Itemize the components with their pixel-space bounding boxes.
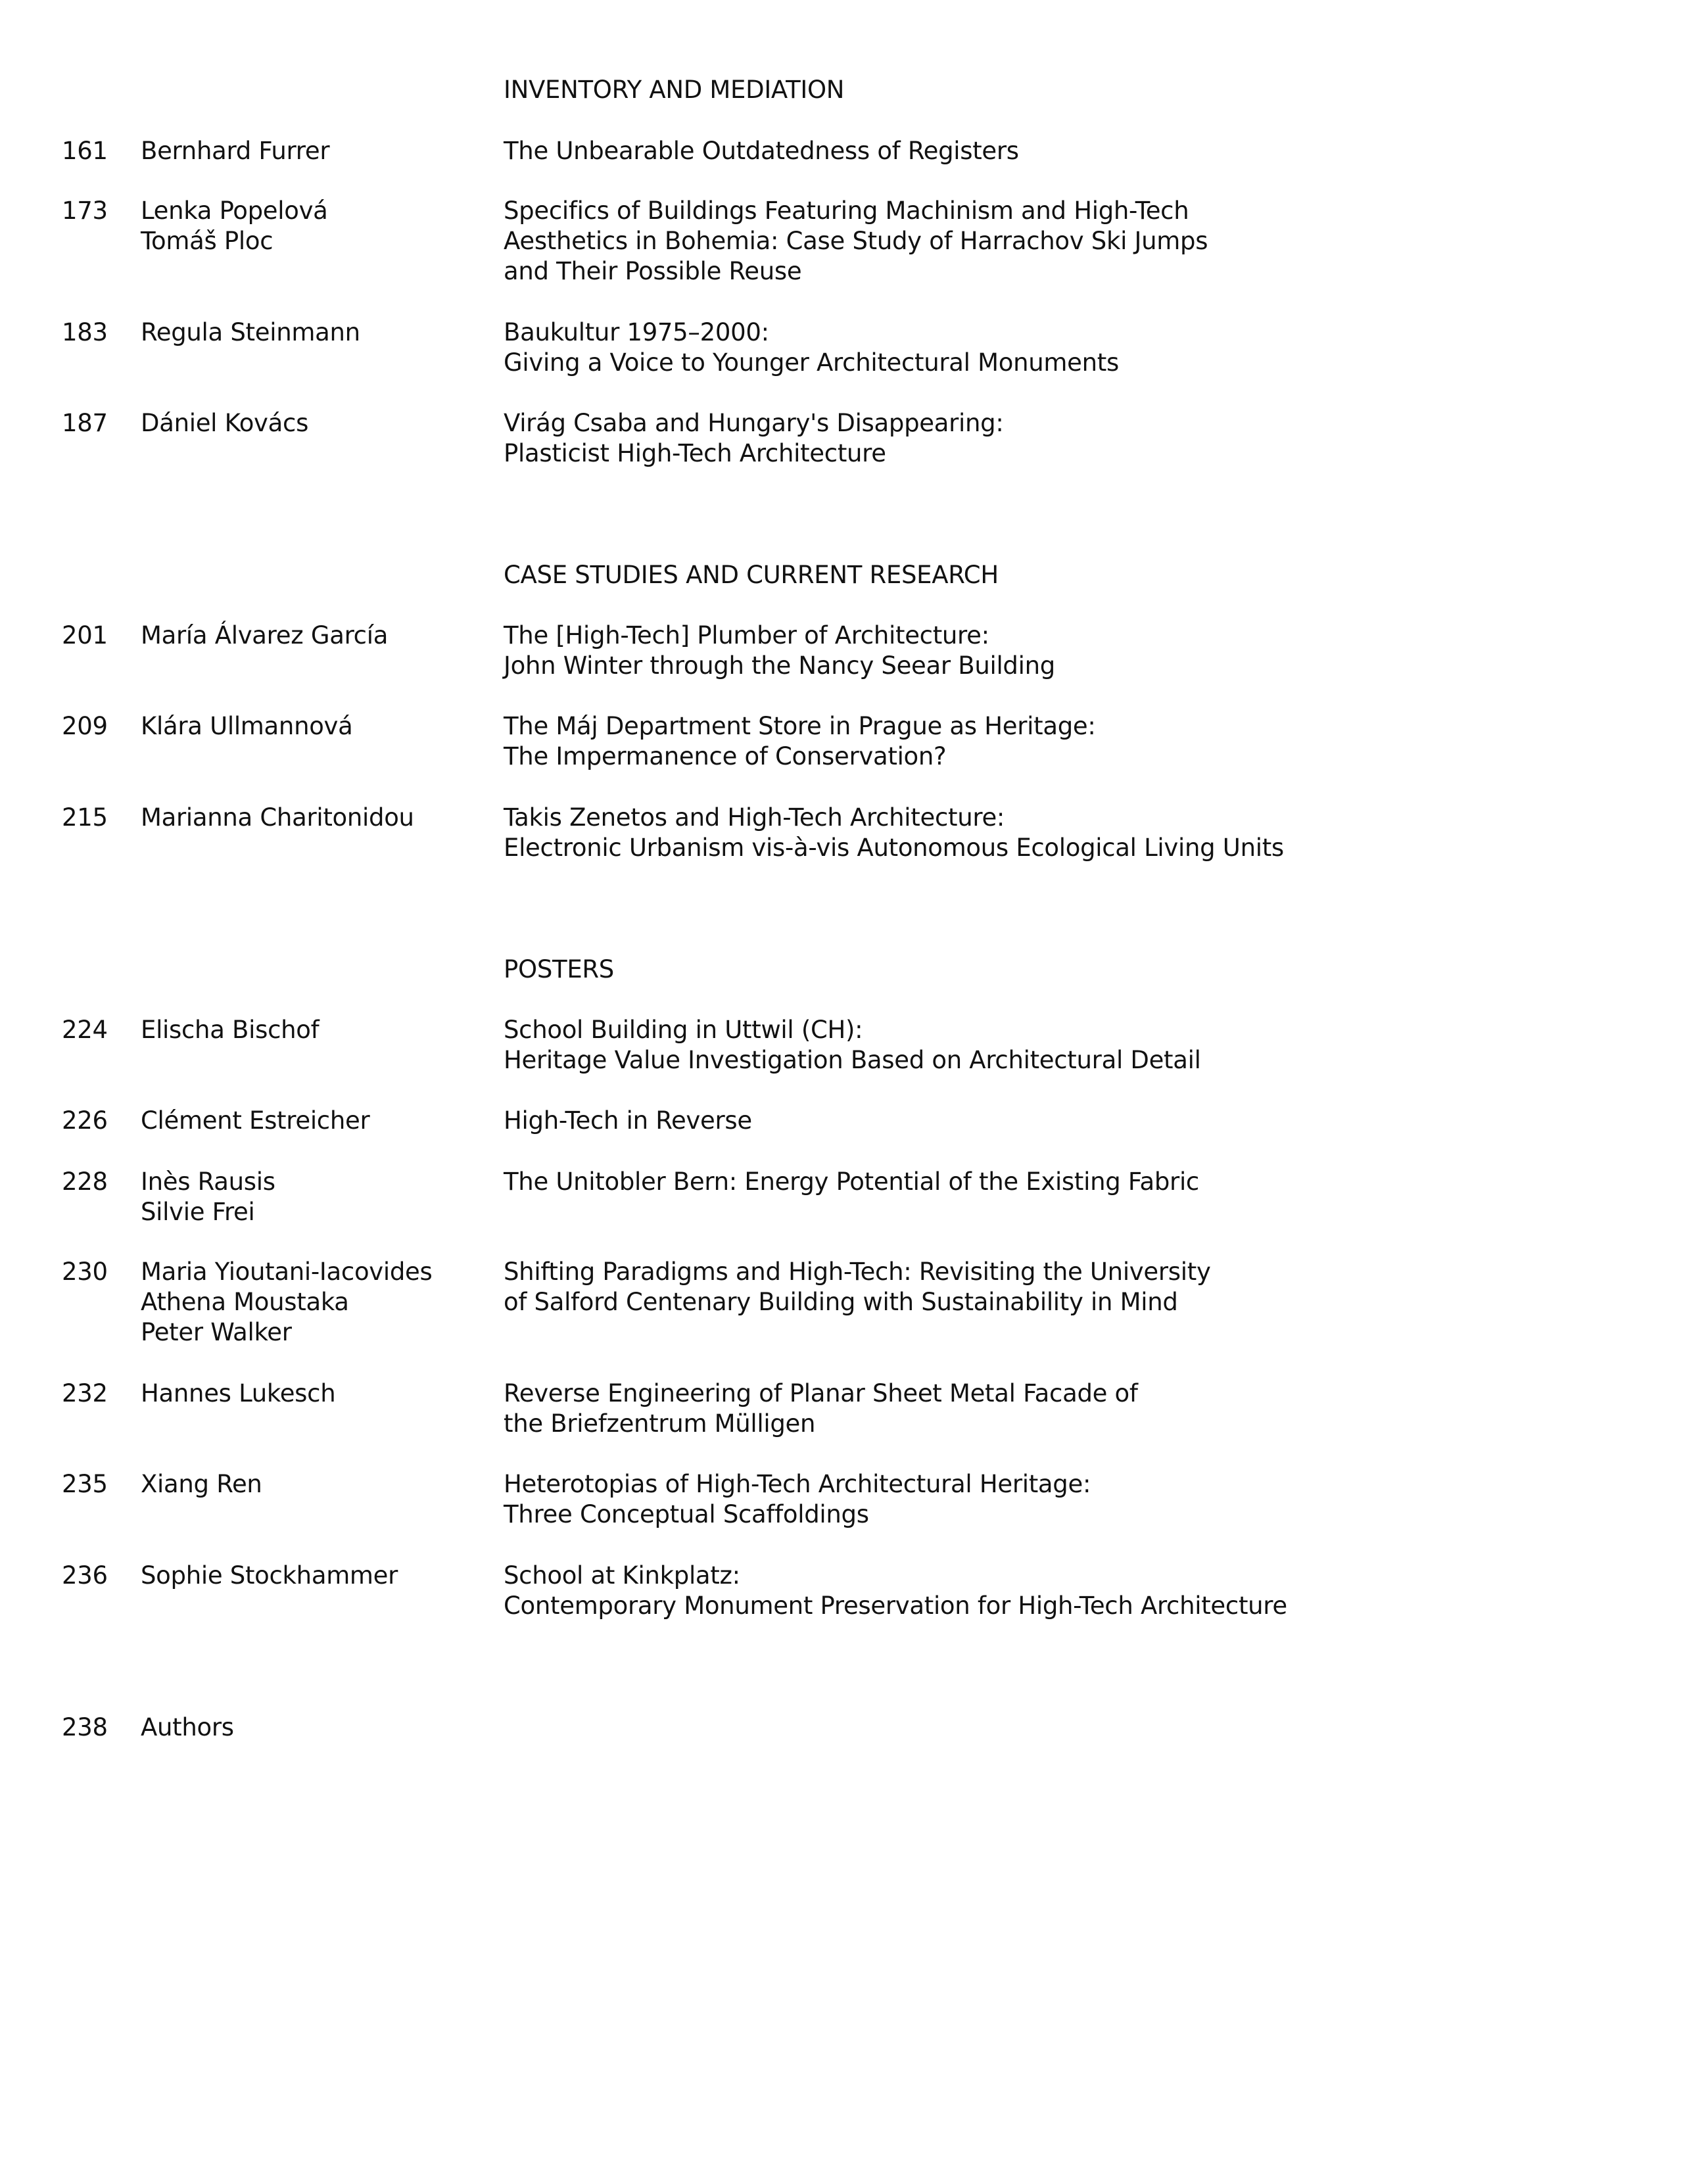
page-number: 230: [62, 1258, 108, 1286]
author-name: Tomáš Ploc: [141, 227, 273, 255]
entry-authors: [141, 136, 483, 166]
title-line: Plasticist High-Tech Architecture: [504, 439, 886, 467]
title-line: Shifting Paradigms and High-Tech: Revisiting the University: [504, 1258, 1211, 1286]
author-name: Elischa Bischof: [141, 1016, 320, 1044]
entry-authors: [141, 711, 483, 742]
entry-title: [504, 711, 1687, 772]
page-number: 215: [62, 803, 108, 832]
page-number: 226: [62, 1106, 108, 1135]
title-line: Giving a Voice to Younger Architectural Monuments: [504, 348, 1119, 377]
title-line: School Building in Uttwil (CH):: [504, 1016, 863, 1044]
title-line: Reverse Engineering of Planar Sheet Metal Facade of: [504, 1379, 1138, 1407]
author-name: Klára Ullmannová: [141, 712, 353, 740]
author-name: Regula Steinmann: [141, 318, 360, 346]
entry-authors: [141, 803, 483, 833]
entry-title: [504, 803, 1687, 863]
title-line: The Impermanence of Conservation?: [504, 742, 947, 770]
entry-authors: [141, 1015, 483, 1045]
page-number: 173: [62, 197, 108, 225]
entry-title: [504, 621, 1687, 681]
title-line: Contemporary Monument Preservation for High-Tech Architecture: [504, 1592, 1287, 1620]
authors-label: Authors: [141, 1713, 234, 1741]
author-name: Maria Yioutani-Iacovides: [141, 1258, 433, 1286]
title-line: and Their Possible Reuse: [504, 257, 802, 285]
entry-authors: [141, 1257, 483, 1348]
author-name: Sophie Stockhammer: [141, 1561, 398, 1590]
entry-title: [504, 1106, 1687, 1136]
title-line: Baukultur 1975–2000:: [504, 318, 769, 346]
title-line: Three Conceptual Scaffoldings: [504, 1500, 869, 1528]
author-name: Clément Estreicher: [141, 1106, 370, 1135]
entry-title: [504, 1167, 1687, 1197]
entry-label: [141, 1713, 483, 1743]
title-line: Specifics of Buildings Featuring Machinism and High-Tech: [504, 197, 1189, 225]
page-number: 236: [62, 1561, 108, 1590]
title-line: Electronic Urbanism vis-à-vis Autonomous Ecological Living Units: [504, 834, 1284, 862]
author-name: Hannes Lukesch: [141, 1379, 336, 1407]
page-number: 161: [62, 137, 108, 165]
title-line: The Unbearable Outdatedness of Registers: [504, 137, 1019, 165]
entry-authors: [141, 1106, 483, 1136]
page-number: 232: [62, 1379, 108, 1407]
title-line: Heritage Value Investigation Based on Architectural Detail: [504, 1046, 1201, 1074]
entry-title: [504, 1469, 1687, 1530]
entry-title: [504, 196, 1687, 287]
section-heading: POSTERS: [504, 955, 614, 983]
entry-authors: [141, 1561, 483, 1591]
title-line: The Unitobler Bern: Energy Potential of the Existing Fabric: [504, 1168, 1199, 1196]
page-number: 201: [62, 621, 108, 650]
entry-authors: [141, 621, 483, 651]
title-line: John Winter through the Nancy Seear Building: [504, 651, 1055, 680]
title-line: High-Tech in Reverse: [504, 1106, 752, 1135]
entry-title: [504, 318, 1687, 378]
title-line: the Briefzentrum Mülligen: [504, 1409, 816, 1438]
author-name: Silvie Frei: [141, 1198, 255, 1226]
entry-authors: [141, 318, 483, 348]
page-number: 187: [62, 409, 108, 437]
entry-title: [504, 1379, 1687, 1439]
section-heading: CASE STUDIES AND CURRENT RESEARCH: [504, 561, 999, 589]
entry-authors: [141, 1379, 483, 1409]
author-name: Athena Moustaka: [141, 1288, 349, 1316]
entry-title: [504, 136, 1687, 166]
author-name: María Álvarez García: [141, 621, 389, 650]
title-line: of Salford Centenary Building with Sustainability in Mind: [504, 1288, 1178, 1316]
author-name: Bernhard Furrer: [141, 137, 330, 165]
entry-title: [504, 1015, 1687, 1075]
page-number: 224: [62, 1016, 108, 1044]
entry-authors: [141, 408, 483, 438]
entry-authors: [141, 1167, 483, 1227]
entry-authors: [141, 1469, 483, 1500]
entry-authors: [141, 196, 483, 256]
entry-title: [504, 1561, 1687, 1621]
title-line: The [High-Tech] Plumber of Architecture:: [504, 621, 989, 650]
title-line: Aesthetics in Bohemia: Case Study of Harrachov Ski Jumps: [504, 227, 1208, 255]
title-line: Takis Zenetos and High-Tech Architecture:: [504, 803, 1005, 832]
title-line: Heterotopias of High-Tech Architectural Heritage:: [504, 1470, 1091, 1498]
page-number: 238: [62, 1713, 108, 1741]
section-heading: INVENTORY AND MEDIATION: [504, 76, 845, 104]
author-name: Xiang Ren: [141, 1470, 262, 1498]
author-name: Marianna Charitonidou: [141, 803, 414, 832]
title-line: The Máj Department Store in Prague as Heritage:: [504, 712, 1096, 740]
author-name: Lenka Popelová: [141, 197, 328, 225]
title-line: Virág Csaba and Hungary's Disappearing:: [504, 409, 1004, 437]
author-name: Peter Walker: [141, 1318, 292, 1346]
title-line: School at Kinkplatz:: [504, 1561, 740, 1590]
page-number: 209: [62, 712, 108, 740]
page-number: 183: [62, 318, 108, 346]
author-name: Dániel Kovács: [141, 409, 309, 437]
entry-title: [504, 1257, 1687, 1317]
page-number: 235: [62, 1470, 108, 1498]
author-name: Inès Rausis: [141, 1168, 275, 1196]
entry-title: [504, 408, 1687, 469]
page-number: 228: [62, 1168, 108, 1196]
